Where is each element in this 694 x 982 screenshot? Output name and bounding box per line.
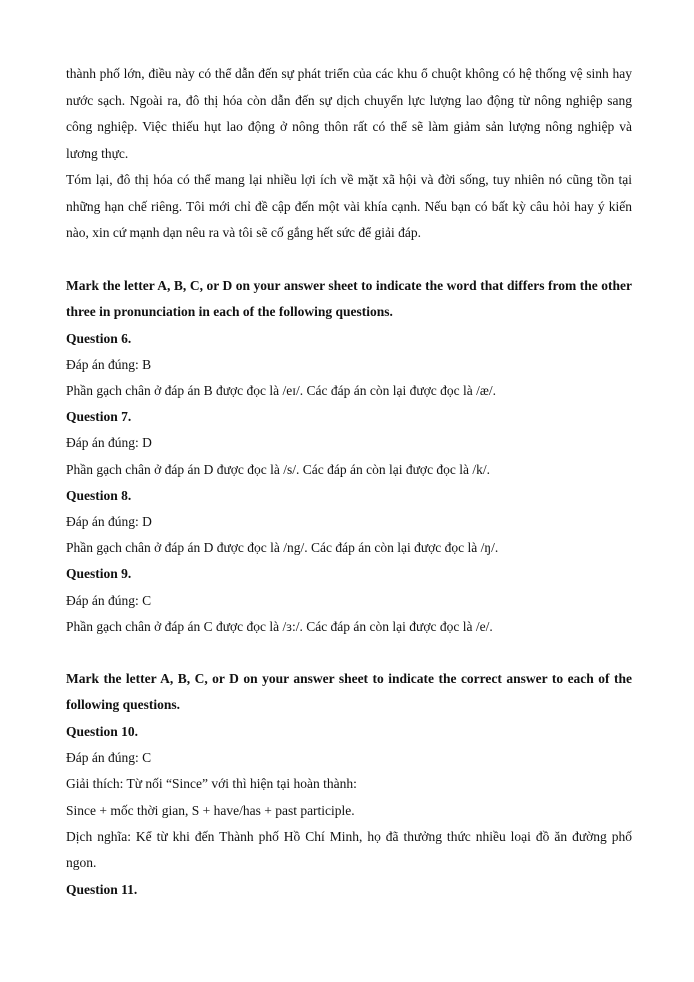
translation: Dịch nghĩa: Kể từ khi đến Thành phố Hồ Chí Minh, họ đã thưởng thức nhiều loại đồ ăn đường phố ngon. [66,828,632,871]
question-title: Question 7. [66,409,132,425]
spacer [66,640,632,666]
question-explanation: Giải thích: Từ nối “Since” với thì hiện tại hoàn thành: [66,776,357,792]
pronunciation-instruction: Mark the letter A, B, C, or D on your answer sheet to indicate the word that differs from the other three in pronunciation in each of the following questions. [66,277,632,319]
question-answer: Đáp án đúng: D [66,513,152,529]
question-answer: Đáp án đúng: C [66,592,152,608]
intro-paragraph: thành phố lớn, điều này có thể dẫn đến sự phát triển của các khu ổ chuột không có hệ thống vệ sinh hay nước sạch. Ngoài ra, đô thị hóa còn dẫn đến sự dịch chuyển lực lượng lao động từ nông nghiệp sang công nghiệp. Việc thiếu hụt lao động ở nông thôn rất có thể sẽ làm giảm sản lượng nông nghiệp và lương thực. [66,66,632,161]
question-title: Question 6. [66,330,132,346]
question-explanation: Phần gạch chân ở đáp án D được đọc là /s/. Các đáp án còn lại được đọc là /k/. [66,461,491,477]
question-answer: Đáp án đúng: C [66,750,152,766]
document-page [66,61,632,903]
question-title: Question 9. [66,566,132,582]
conclusion-paragraph: Tóm lại, đô thị hóa có thể mang lại nhiều lợi ích về mặt xã hội và đời sống, tuy nhiên nó cũng tồn tại những hạn chế riêng. Tôi mới chỉ đề cập đến một vài khía cạnh. Nếu bạn có bất kỳ câu hỏi hay ý kiến nào, xin cứ mạnh dạn nêu ra và tôi sẽ cố gắng hết sức để giải đáp. [66,172,632,240]
question-answer: Đáp án đúng: B [66,356,152,372]
question-title: Question 11. [66,881,138,897]
question-explanation: Phần gạch chân ở đáp án D được đọc là /ng/. Các đáp án còn lại được đọc là /ŋ/. [66,540,499,556]
question-answer: Đáp án đúng: D [66,435,152,451]
grammar-formula: Since + mốc thời gian, S + have/has + past participle. [66,802,355,818]
spacer [66,247,632,273]
correct-answer-instruction: Mark the letter A, B, C, or D on your answer sheet to indicate the correct answer to each of the following questions. [66,670,632,713]
question-explanation: Phần gạch chân ở đáp án B được đọc là /eɪ/. Các đáp án còn lại được đọc là /æ/. [66,382,497,398]
question-explanation: Phần gạch chân ở đáp án C được đọc là /ɜ:/. Các đáp án còn lại được đọc là /e/. [66,618,493,634]
question-title: Question 8. [66,487,132,503]
question-title: Question 10. [66,723,139,739]
